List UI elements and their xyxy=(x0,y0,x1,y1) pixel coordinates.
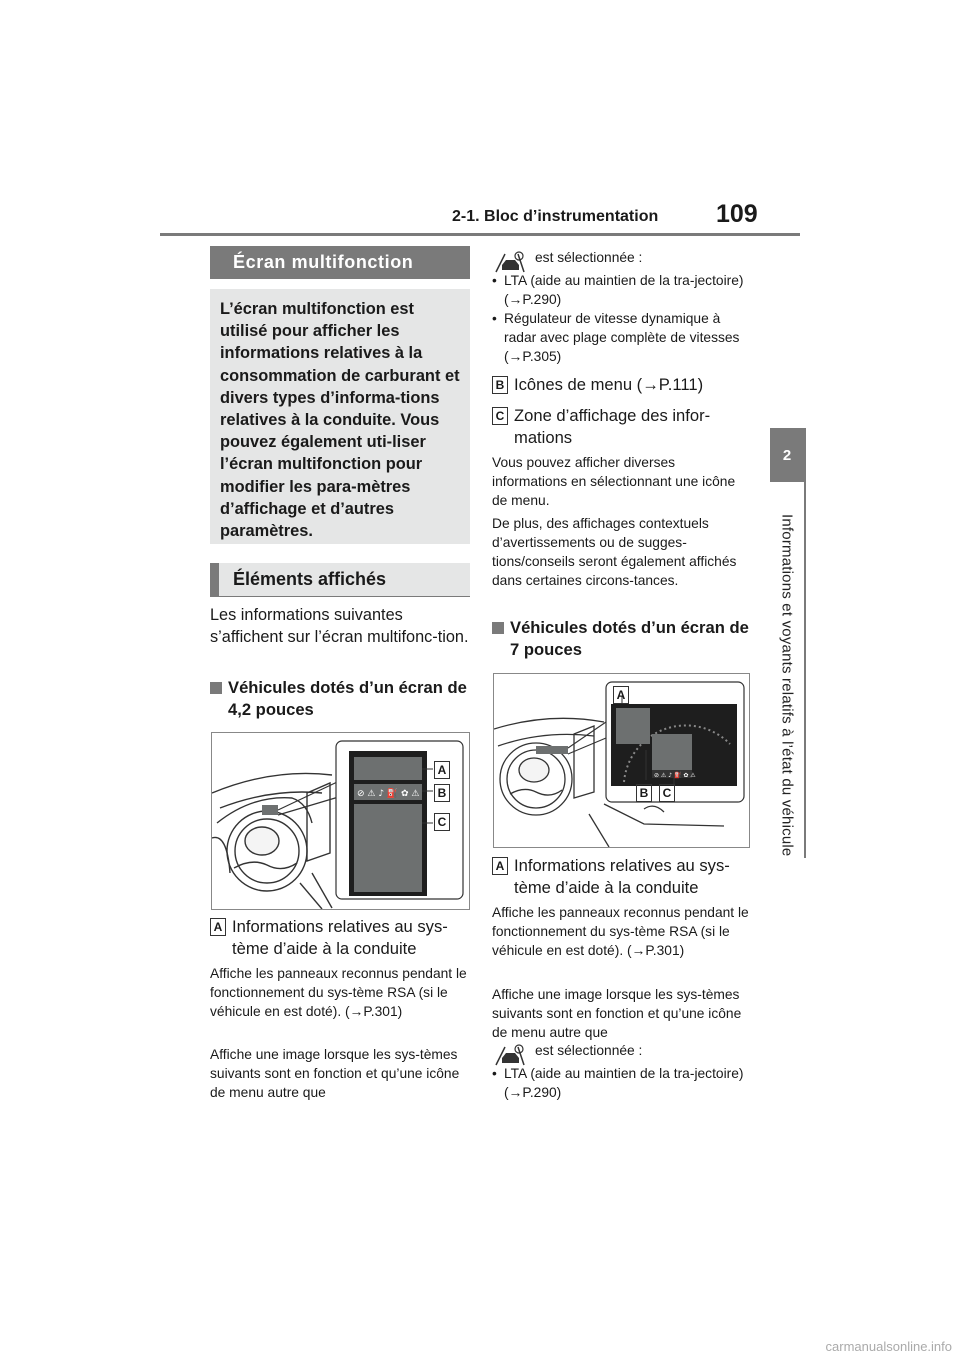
chapter-number-tab xyxy=(770,428,804,482)
item-a-7 xyxy=(492,855,754,899)
item-label-a: A xyxy=(210,918,226,936)
item-b xyxy=(492,374,754,396)
item-a-42 xyxy=(210,916,472,960)
item-a-paragraph-1: Affiche les panneaux reconnus pendant le fonctionnement du sys-tème RSA (si le véhicule en est doté). (→P.301) xyxy=(210,966,467,1019)
figure-label-a: A xyxy=(434,761,450,779)
section-title-multifunction: Écran multifonction xyxy=(210,246,470,279)
bullet-lta: • LTA (aide au maintien de la tra-jectoire) (→P.290) xyxy=(492,273,744,307)
svg-text:⊘ ⚠ ♪ ⛽ ✿ ⚠: ⊘ ⚠ ♪ ⛽ ✿ ⚠ xyxy=(654,772,696,779)
header-rule xyxy=(160,233,800,236)
dashboard-illustration xyxy=(212,733,469,909)
item-c-paragraph-1: Vous pouvez afficher diverses informations en sélectionnant une icône de menu. xyxy=(492,455,736,508)
page-number: 109 xyxy=(716,200,758,228)
item-a-paragraph-2: Affiche une image lorsque les sys-tèmes suivants sont en fonction et qu’une icône de menu autre que xyxy=(210,1047,460,1100)
item-c xyxy=(492,405,754,449)
square-bullet xyxy=(210,682,222,694)
item-a-title: Informations relatives au sys-tème d’aide à la conduite xyxy=(232,917,448,958)
header-section-title: 2-1. Bloc d’instrumentation xyxy=(452,208,659,225)
figure-42-inch-display xyxy=(211,732,470,910)
subhead-42-text: Véhicules dotés d’un écran de 4,2 pouces xyxy=(228,678,467,719)
chapter-title: Informations et voyants relatifs à l’état du véhicule xyxy=(778,513,796,857)
chapter-title-vertical xyxy=(768,490,806,880)
figure-label-b: B xyxy=(434,784,450,802)
section-title-displayed-items: Éléments affichés xyxy=(210,563,470,596)
intro-box: L’écran multifonction est utilisé pour afficher les informations relatives à la consommation de carburant et divers types d’informa-tions relatives à la conduite. Vous pouvez également uti-liser l’écran multifonction pour modifier les para-mètres d’affichage et d’autres paramètres. xyxy=(210,289,470,544)
chapter-number: 2 xyxy=(782,446,792,464)
bullet-lta-2: • LTA (aide au maintien de la tra-jectoire) (→P.290) xyxy=(492,1066,744,1100)
item-a-7-paragraph-1: Affiche les panneaux reconnus pendant le fonctionnement du sys-tème RSA (si le véhicule en est doté). (→P.301) xyxy=(492,905,749,958)
figure-label-a: A xyxy=(613,686,629,704)
square-bullet xyxy=(492,622,504,634)
selected-line-1 xyxy=(492,250,752,266)
item-c-title: Zone d’affichage des infor-mations xyxy=(514,406,711,447)
svg-text:⊘ ⚠ ♪ ⛽ ✿ ⚠: ⊘ ⚠ ♪ ⛽ ✿ ⚠ xyxy=(357,789,420,799)
figure-label-c: C xyxy=(659,784,675,802)
item-label-a: A xyxy=(492,857,508,875)
item-label-b: B xyxy=(492,376,508,394)
item-a-7-title: Informations relatives au sys-tème d’aide à la conduite xyxy=(514,856,730,897)
figure-7-inch-display xyxy=(493,673,750,848)
item-c-paragraph-2: De plus, des affichages contextuels d’avertissements ou de sugges-tions/conseils seront également affichés dans certaines circons-tances. xyxy=(492,516,737,588)
watermark: carmanualsonline.info xyxy=(825,1339,952,1354)
bullet-radar: • Régulateur de vitesse dynamique à radar avec plage complète de vitesses (→P.305) xyxy=(492,311,740,364)
item-b-title: Icônes de menu (→P.111) xyxy=(514,375,704,394)
figure-label-b: B xyxy=(636,784,652,802)
subhead-7-text: Véhicules dotés d’un écran de 7 pouces xyxy=(510,618,749,659)
selected-text-2: est sélectionnée : xyxy=(535,1043,643,1058)
item-label-c: C xyxy=(492,407,508,425)
figure-label-c: C xyxy=(434,813,450,831)
selected-text: est sélectionnée : xyxy=(535,250,643,265)
item-a-7-paragraph-2: Affiche une image lorsque les sys-tèmes suivants sont en fonction et qu’une icône de menu autre que xyxy=(492,987,742,1040)
section-rule xyxy=(210,596,470,597)
subhead-7-inch xyxy=(492,617,754,660)
lead-paragraph: Les informations suivantes s’affichent sur l’écran multifonc-tion. xyxy=(210,606,469,646)
subhead-42-inch xyxy=(210,677,470,720)
selected-line-2 xyxy=(492,1043,752,1059)
